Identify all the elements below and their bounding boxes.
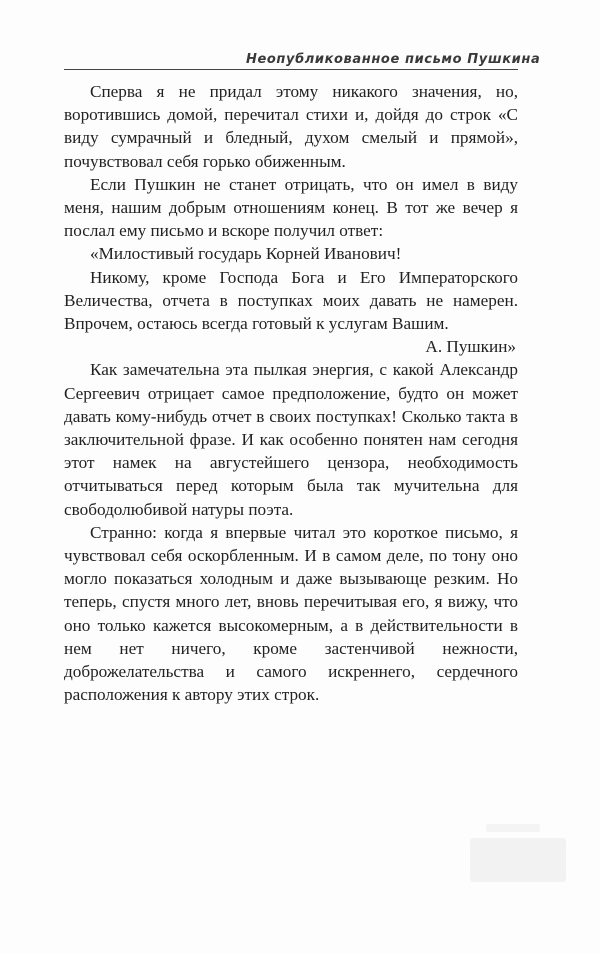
- paragraph: Странно: когда я впервые читал это короткое письмо, я чувствовал себя оскорбленным. И в самом деле, по тону оно могло показаться холодным и даже вызывающе резким. Но теперь, спустя много лет, вновь перечитывая его, я вижу, что оно только кажется высокомерным, а в действительности в нем нет ничего, кроме застенчивой нежности, доброжелательства и самого искреннего, сердечного расположения к автору этих строк.: [64, 522, 518, 705]
- bleed-through-mark: [486, 824, 540, 832]
- paragraph-letter-salutation: «Милостивый государь Корней Иванович!: [90, 244, 402, 264]
- paragraph: Как замечательна эта пылкая энергия, с какой Александр Сергеевич отрицает самое предположение, будто он может давать кому-нибудь отчет в своих поступках! Сколько такта в заключительной фразе. И как особенно понятен нам сегодня этот намек на августейшего цензора, необходимость отчитываться перед которым была так мучительна для свободолюбивой натуры поэта.: [64, 360, 518, 519]
- body-text: [64, 80, 518, 706]
- running-head: Неопубликованное письмо Пушкина: [246, 52, 541, 67]
- letter-signature: А. Пушкин»: [425, 337, 516, 357]
- paragraph: Если Пушкин не станет отрицать, что он имел в виду меня, нашим добрым отношениям конец. В тот же вечер я послал ему письмо и вскоре получил ответ:: [64, 174, 518, 241]
- bleed-through-mark: [470, 838, 566, 882]
- paragraph: Сперва я не придал этому никакого значения, но, воротившись домой, перечитал стихи и, дойдя до строк «С виду сумрачный и бледный, духом смелый и прямой», почувствовал себя горько обиженным.: [64, 82, 518, 171]
- header-rule: [64, 69, 518, 70]
- paragraph-letter-body: Никому, кроме Господа Бога и Его Императорского Величества, отчета в поступках моих давать не намерен. Впрочем, остаюсь всегда готовый к услугам Вашим.: [64, 267, 518, 334]
